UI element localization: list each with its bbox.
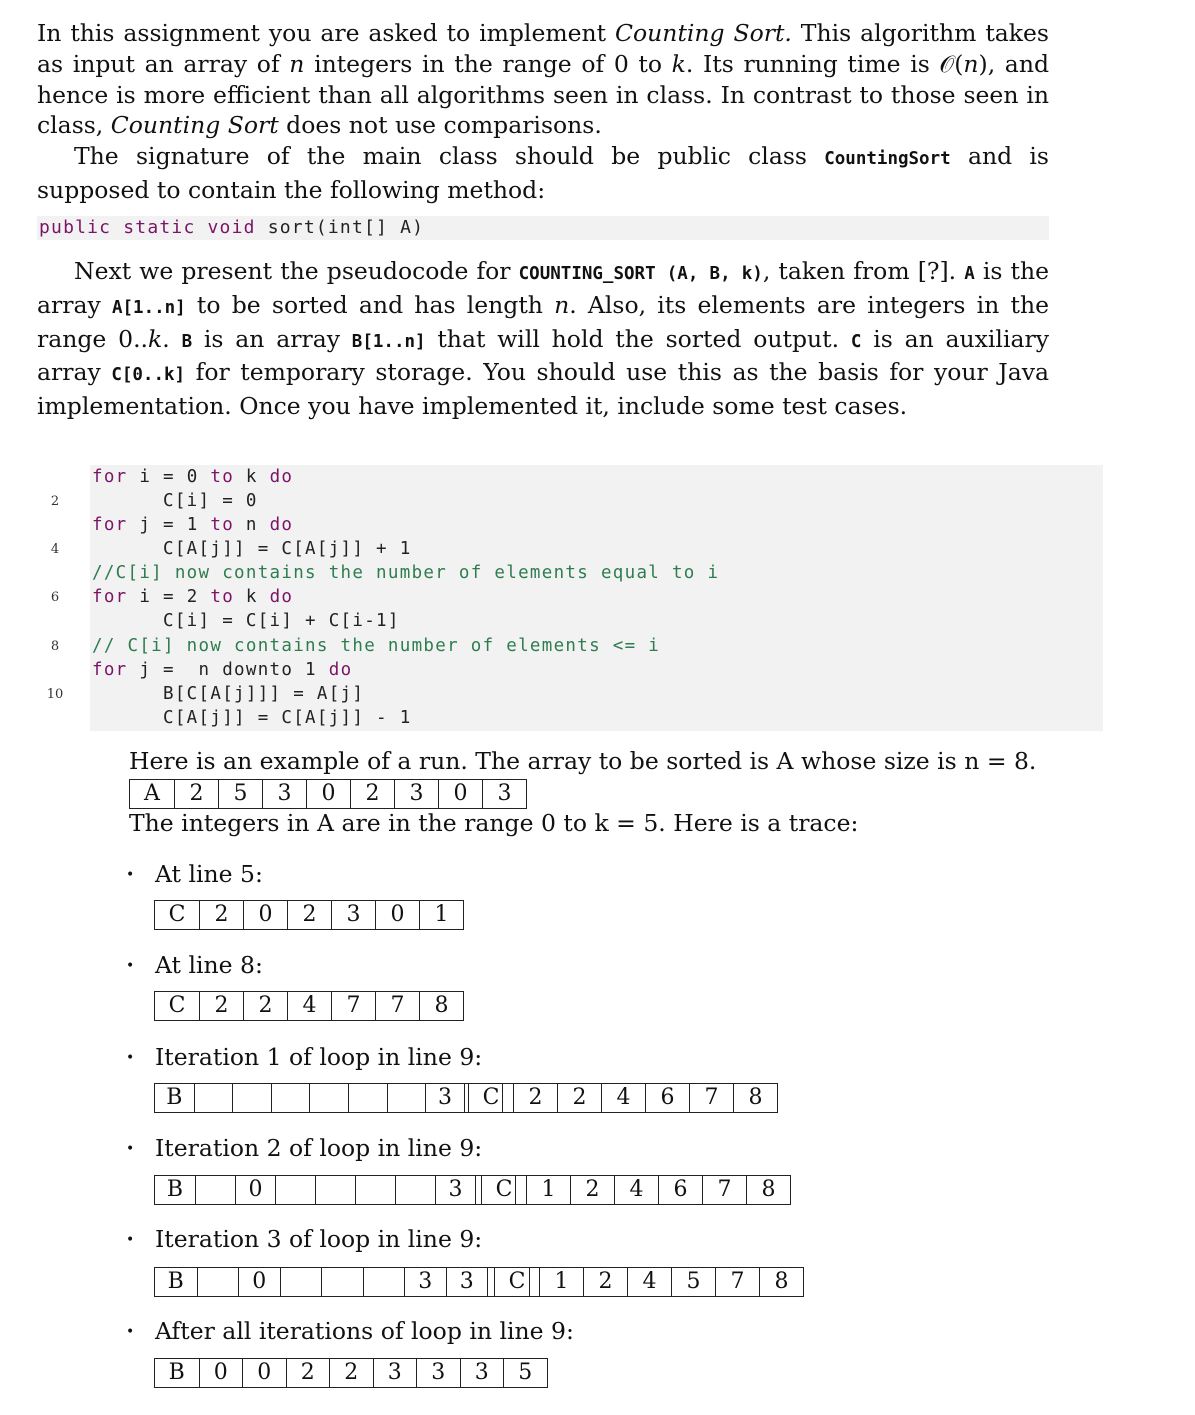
array-cell <box>348 1084 387 1112</box>
array-cell: 4 <box>601 1084 645 1112</box>
intro-paragraph: In this assignment you are asked to implement Counting Sort. This algorithm takes as input an array of n integers in the range of 0 to k. Its running time is 𝒪(n), and hence is more efficient than all algorithms seen in class. In contrast to those seen in class, Counting Sort does not use comparisons. The signature of the main class should be public class CountingSort and is supposed to contain the following method: <box>37 19 1049 204</box>
array-cell: 3 <box>404 1268 446 1296</box>
array-cell: 3 <box>394 780 438 808</box>
code-line-10: B[C[A[j]]] = A[j] <box>92 684 365 704</box>
array-cell: 6 <box>645 1084 689 1112</box>
array-cell: 2 <box>583 1268 627 1296</box>
array-cell: 8 <box>746 1176 790 1204</box>
line-number: 10 <box>46 687 64 702</box>
bullet: • <box>126 867 135 883</box>
array-cell: 2 <box>286 1359 330 1387</box>
array-cell: 3 <box>416 1359 460 1387</box>
array-cell: 7 <box>331 992 375 1020</box>
array-label-cell: C <box>508 1269 526 1294</box>
code-line-1: for i = 0 to k do <box>92 467 294 487</box>
array-cell: 8 <box>733 1084 777 1112</box>
iter2-array-C <box>481 1175 791 1205</box>
array-cell: 4 <box>614 1176 658 1204</box>
iter1-label: Iteration 1 of loop in line 9: <box>155 1043 483 1071</box>
array-cell: 2 <box>287 901 331 929</box>
array-cell: 7 <box>375 992 419 1020</box>
method-signature: public static void sort(int[] A) <box>37 216 1049 240</box>
array-cell: 7 <box>689 1084 733 1112</box>
array-cell: 3 <box>446 1268 488 1296</box>
array-cell: 0 <box>306 780 350 808</box>
array-cell <box>197 1268 239 1296</box>
line-number: 6 <box>50 590 60 605</box>
code-line-2: C[i] = 0 <box>92 491 258 511</box>
line-number: 4 <box>50 542 60 557</box>
example-intro: Here is an example of a run. The array to be sorted is A whose size is n = 8. <box>129 747 1037 775</box>
iter1-array-B <box>154 1083 503 1113</box>
array-cell: 3 <box>331 901 375 929</box>
array-cell: 0 <box>375 901 419 929</box>
array-cell <box>321 1268 363 1296</box>
array-cell: 0 <box>242 1359 286 1387</box>
bullet: • <box>126 958 135 974</box>
array-cell: 1 <box>539 1268 583 1296</box>
example-range: The integers in A are in the range 0 to k = 5. Here is a trace: <box>129 809 859 837</box>
after-label: After all iterations of loop in line 9: <box>155 1317 574 1345</box>
code-line-9: for j = n downto 1 do <box>92 660 353 680</box>
array-cell: 5 <box>671 1268 715 1296</box>
array-cell <box>315 1176 355 1204</box>
bullet: • <box>126 1141 135 1157</box>
array-cell <box>387 1084 426 1112</box>
pseudocode-intro-paragraph: Next we present the pseudocode for COUNTING_SORT (A, B, k), taken from [?]. A is the array A[1..n] to be sorted and has length n. Also, its elements are integers in the range 0..k. B is an array B[1..n] that will hold the sorted output. C is an auxiliary array C[0..k] for temporary storage. You should use this as the basis for your Java implementation. Once you have implemented it, include some test cases. <box>37 257 1050 421</box>
line-number: 2 <box>50 494 60 509</box>
line8-array-C <box>154 991 464 1021</box>
array-cell: 0 <box>235 1176 275 1204</box>
array-cell: 6 <box>658 1176 702 1204</box>
iter2-array-B <box>154 1175 516 1205</box>
line-number: 8 <box>50 639 60 654</box>
array-cell: 2 <box>350 780 394 808</box>
code-line-7: C[i] = C[i] + C[i-1] <box>92 611 400 631</box>
array-cell <box>355 1176 395 1204</box>
array-cell: 8 <box>759 1268 803 1296</box>
array-label-cell: C <box>495 1177 513 1202</box>
array-cell <box>395 1176 435 1204</box>
array-cell: 3 <box>435 1176 475 1204</box>
line5-label: At line 5: <box>155 860 263 888</box>
iter3-label: Iteration 3 of loop in line 9: <box>155 1225 483 1253</box>
array-cell <box>271 1084 310 1112</box>
array-cell: 3 <box>460 1359 504 1387</box>
array-cell <box>275 1176 315 1204</box>
array-cell: 3 <box>262 780 306 808</box>
array-cell: 0 <box>243 901 287 929</box>
array-label-cell: A <box>144 781 160 806</box>
array-label-cell: B <box>166 1177 184 1202</box>
line5-array-C <box>154 900 464 930</box>
array-cell: 2 <box>570 1176 614 1204</box>
array-cell: 5 <box>503 1359 547 1387</box>
array-cell: 4 <box>287 992 331 1020</box>
bullet: • <box>126 1050 135 1066</box>
array-cell: 2 <box>199 992 243 1020</box>
array-cell: 8 <box>419 992 463 1020</box>
array-A <box>129 779 527 809</box>
iter1-array-C <box>468 1083 778 1113</box>
array-cell: 0 <box>238 1268 280 1296</box>
array-cell: 2 <box>174 780 218 808</box>
code-line-11: C[A[j]] = C[A[j]] - 1 <box>92 708 412 728</box>
array-cell <box>195 1176 235 1204</box>
iter2-label: Iteration 2 of loop in line 9: <box>155 1134 483 1162</box>
array-cell: 3 <box>482 780 526 808</box>
array-cell <box>194 1084 233 1112</box>
array-label-cell: B <box>168 1360 185 1385</box>
array-cell: 1 <box>526 1176 570 1204</box>
array-cell: 2 <box>243 992 287 1020</box>
array-cell: 2 <box>329 1359 373 1387</box>
array-cell: 3 <box>425 1084 464 1112</box>
array-cell <box>363 1268 405 1296</box>
code-line-5-comment: //C[i] now contains the number of elements equal to i <box>92 563 720 583</box>
array-cell <box>232 1084 271 1112</box>
array-label-cell: C <box>168 993 186 1018</box>
array-cell <box>309 1084 348 1112</box>
code-line-4: C[A[j]] = C[A[j]] + 1 <box>92 539 412 559</box>
code-line-8-comment: // C[i] now contains the number of elements <= i <box>92 636 661 656</box>
array-cell: 3 <box>373 1359 417 1387</box>
line8-label: At line 8: <box>155 951 263 979</box>
array-label-cell: B <box>167 1269 184 1294</box>
after-array-B <box>154 1358 548 1388</box>
array-cell: 5 <box>218 780 262 808</box>
array-cell: 0 <box>438 780 482 808</box>
bullet: • <box>126 1232 135 1248</box>
code-line-3: for j = 1 to n do <box>92 515 294 535</box>
array-label-cell: C <box>168 902 186 927</box>
array-cell: 1 <box>419 901 463 929</box>
array-cell: 4 <box>627 1268 671 1296</box>
array-cell: 7 <box>715 1268 759 1296</box>
bullet: • <box>126 1324 135 1340</box>
code-line-6: for i = 2 to k do <box>92 587 294 607</box>
array-cell: 2 <box>513 1084 557 1112</box>
array-cell: 0 <box>199 1359 243 1387</box>
array-label-cell: C <box>482 1085 500 1110</box>
array-cell: 7 <box>702 1176 746 1204</box>
iter3-array-C <box>494 1267 804 1297</box>
array-cell: 2 <box>557 1084 601 1112</box>
array-label-cell: B <box>166 1085 183 1110</box>
array-cell: 2 <box>199 901 243 929</box>
array-cell <box>280 1268 322 1296</box>
iter3-array-B <box>154 1267 530 1297</box>
